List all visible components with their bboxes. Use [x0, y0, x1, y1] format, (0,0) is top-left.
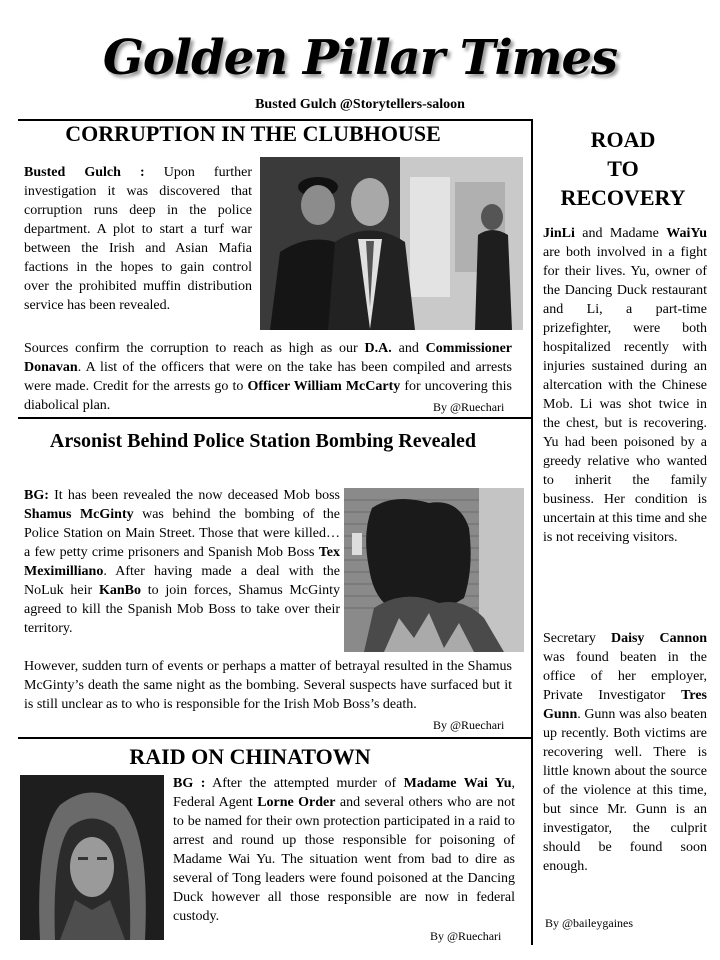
article-3-text-2: , Federal Agent	[173, 776, 515, 810]
officers-photo	[260, 157, 523, 330]
article-3-name-waiyu: Madame Wai Yu	[403, 776, 512, 791]
article-1-text-1: Upon further investigation it was discovered that corruption runs deep in the police department. A plot to start a turf war between the Irish and Asian Mafia factions in the hopes to gain control over the prohibited muffin distribution service has been revealed.	[24, 165, 253, 313]
sidebar-paragraph-1	[543, 224, 707, 547]
article-2-text-2: was behind the bombing of the Police Station on Main Street. Those that were killed… a few petty crime prisoners and Spanish Mob Boss	[24, 507, 340, 560]
article-1-name-officer: Officer William McCarty	[247, 379, 401, 394]
sidebar-name-daisy: Daisy Cannon	[610, 631, 707, 646]
article-2-text-1: It has been revealed the now deceased Mob boss	[48, 488, 340, 503]
article-3-dateline: BG :	[173, 776, 206, 791]
article-headline-arsonist: Arsonist Behind Police Station Bombing Revealed	[49, 430, 477, 452]
article-2-name-tex: Tex Meximilliano	[24, 545, 340, 579]
sidebar-headline-line-2: TO	[607, 156, 639, 181]
sidebar-text-2: are both involved in a fight for their lives. Yu, owner of the Dancing Duck restaurant and Li, a part-time prizefighter, were both hospitalized recently with injuries sustained during an altercation with the Chinese Mob. Li was shot twice in the chest, but is recovering. Yu had been poisoned by a greedy relative who wanted to inherit the family business. Her condition is uncertain at this time and she is not receiving visitors.	[543, 245, 707, 545]
article-3-text-1: After the attempted murder of	[205, 776, 404, 791]
sidebar-name-waiyu: WaiYu	[666, 226, 707, 241]
article-1-dateline: Busted Gulch :	[24, 165, 145, 180]
sidebar-name-tres: Tres Gunn	[543, 688, 707, 722]
article-1-text-4: . A list of the officers that were on the take has been compiled and arrests were made. Credit for the arrests go to	[24, 360, 512, 394]
sidebar-headline-line-1: ROAD	[590, 127, 656, 152]
sidebar-text-1: and Madame	[574, 226, 667, 241]
newspaper-title: Golden Pillar Times	[102, 30, 618, 86]
sidebar-headline-line-3: RECOVERY	[560, 185, 686, 210]
article-3-text-3: and several others who are not to be named for their own protection participated in a raid to arrest and round up those responsible for poisoning of Madame Wai Yu. The situation went from bad to dire as several of Tong leaders were found poisoned at the Dancing Duck however all those responsible are now in federal custody.	[173, 795, 515, 924]
sidebar-paragraph-2	[543, 629, 707, 876]
article-1-body-top	[24, 163, 252, 315]
article-headline-raid: RAID ON CHINATOWN	[129, 744, 371, 769]
bombed-wall-photo	[344, 488, 524, 652]
article-2-dateline: BG:	[24, 488, 49, 503]
sidebar-headline	[538, 125, 708, 212]
sidebar-text-3: Secretary	[543, 631, 611, 646]
article-2-byline: By @Ruechari	[433, 718, 505, 732]
article-divider-1	[18, 417, 531, 419]
article-divider-2	[18, 737, 531, 739]
article-2-body-bottom: However, sudden turn of events or perhaps a matter of betrayal resulted in the Shamus McGinty’s death the same night as the bombing. Several suspects have surfaced but it is still unclear as to who is responsible for the Irish Mob Boss’s death.	[24, 659, 512, 712]
sidebar-name-jinli: JinLi	[543, 226, 575, 241]
article-3-body	[173, 774, 515, 926]
article-2-name-shamus: Shamus McGinty	[24, 507, 134, 522]
article-2-name-kanbo: KanBo	[98, 583, 141, 598]
hooded-man-photo	[20, 775, 164, 940]
article-headline-corruption: CORRUPTION IN THE CLUBHOUSE	[65, 121, 441, 146]
newspaper-subtitle: Busted Gulch @Storytellers-saloon	[255, 97, 465, 112]
sidebar-byline: By @baileygaines	[545, 916, 634, 930]
article-1-text-3: and	[391, 341, 426, 356]
article-2-body-top	[24, 486, 340, 638]
article-1-byline: By @Ruechari	[433, 400, 505, 414]
article-1-text-5: for uncovering this diabolical plan.	[24, 379, 513, 413]
article-1-name-commissioner: Commissioner Donavan	[24, 341, 512, 375]
column-divider	[531, 119, 533, 945]
sidebar-text-4: was found beaten in the office of her employer, Private Investigator	[543, 650, 707, 703]
sidebar-text-5: . Gunn was also beaten up recently. Both victims are recovering well. There is little known about the source of the violence at this time, but since Mr. Gunn is an investigator, the culprit should be found soon enough.	[543, 707, 707, 874]
article-2-text-4: to join forces, Shamus McGinty agreed to kill the Spanish Mob Boss to take over their territory.	[24, 583, 340, 636]
article-2-text-3: . After having made a deal with the NoLuk heir	[24, 564, 340, 598]
article-3-byline: By @Ruechari	[430, 929, 502, 943]
article-3-name-lorne: Lorne Order	[257, 795, 336, 810]
article-1-name-da: D.A.	[364, 341, 392, 356]
article-1-text-2: Sources confirm the corruption to reach as high as our	[24, 341, 365, 356]
